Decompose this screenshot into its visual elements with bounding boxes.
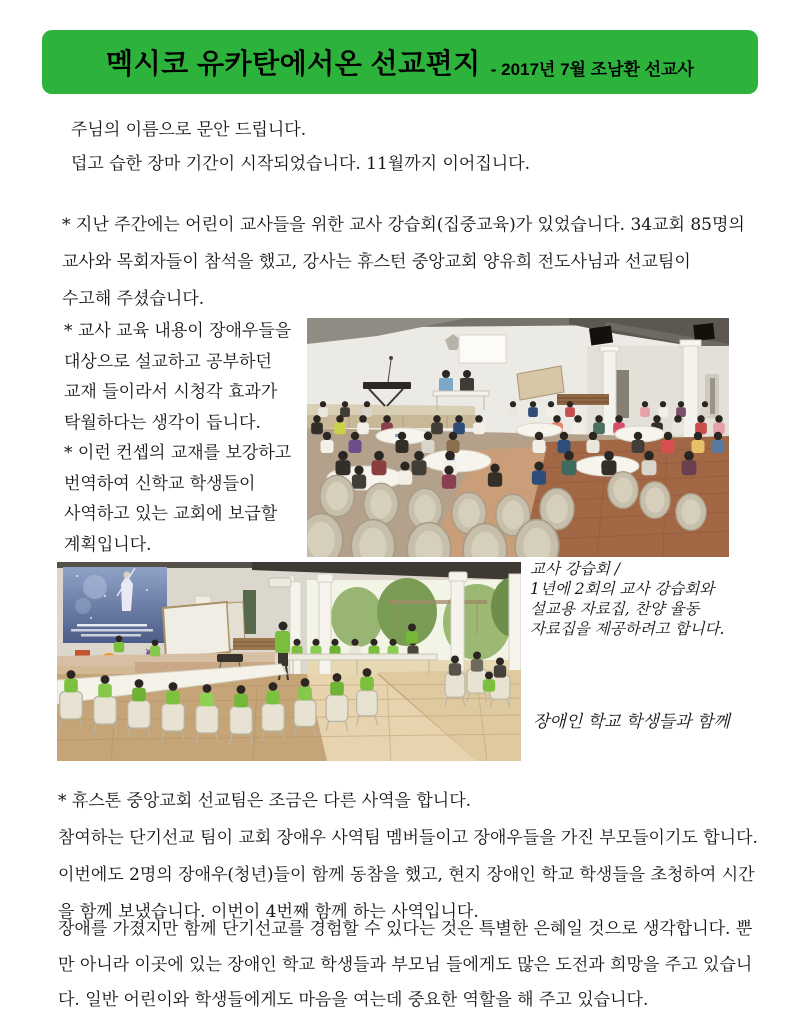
text-line: 이번에도 2명의 장애우(청년)들이 함께 동참을 했고, 현지 장애인 학교 학생들을 초청하여 시간: [58, 865, 755, 885]
photo-teacher-workshop: [307, 318, 729, 557]
text-line: 장애를 가졌지만 함께 단기선교를 경험할 수 있다는 것은 특별한 은혜일 것으로 생각합니다. 뿐: [58, 919, 753, 939]
text-line: 참여하는 단기선교 팀이 교회 장애우 사역팀 멤버들이고 장애우들을 가진 부모들이기도 합니다.: [58, 828, 758, 848]
photo1-caption: [530, 559, 724, 639]
grace-paragraph: [58, 912, 752, 1019]
left-column-paragraph: [64, 316, 306, 560]
mission-paragraph: [58, 783, 758, 931]
text-line: * 휴스톤 중앙교회 선교팀은 조금은 다른 사역을 합니다.: [58, 791, 472, 811]
workshop-paragraph: [62, 207, 745, 318]
caption-line: 설교용 자료집, 찬양 율동: [530, 600, 700, 618]
page-title: 멕시코 유카탄에서온 선교편지: [106, 48, 481, 79]
text-line: 탁월하다는 생각이 듭니다.: [64, 412, 261, 433]
photo-disabled-school: [57, 562, 521, 761]
title-banner: [42, 30, 758, 94]
text-line: * 이런 컨셉의 교재를 보강하고: [64, 443, 292, 463]
text-line: 사역하고 있는 교회에 보급할: [64, 504, 278, 524]
caption-line: 자료집을 제공하려고 합니다.: [530, 620, 725, 638]
text-line: 번역하여 신학교 학생들이: [64, 473, 256, 494]
text-line: 주님의 이름으로 문안 드립니다.: [71, 120, 307, 140]
text-line: 덥고 습한 장마 기간이 시작되었습니다. 11월까지 이어집니다.: [71, 154, 530, 174]
intro-paragraph: [71, 113, 530, 181]
text-line: 수고해 주셨습니다.: [62, 289, 205, 309]
caption-line: 1년에 2회의 교사 강습회와: [530, 580, 715, 598]
text-line: 교재 들이라서 시청각 효과가: [64, 382, 278, 402]
text-line: 을 함께 보냈습니다. 이번이 4번째 함께 하는 사역입니다.: [58, 902, 479, 922]
text-line: 대상으로 설교하고 공부하던: [64, 351, 272, 372]
text-line: * 지난 주간에는 어린이 교사들을 위한 교사 강습회(집중교육)가 있었습니다. 34교회 85명의: [62, 215, 745, 235]
text-line: 계획입니다.: [64, 534, 152, 555]
text-line: 다. 일반 어린이와 학생들에게도 마음을 여는데 중요한 역할을 해 주고 있습니다.: [58, 990, 649, 1011]
text-line: 만 아니라 이곳에 있는 장애인 학교 학생들과 부모님 들에게도 많은 도전과 희망을 주고 있습니: [58, 954, 753, 975]
caption-line: 교사 강습회 /: [530, 560, 620, 578]
photo2-caption: 장애인 학교 학생들과 함께: [533, 712, 730, 732]
text-line: * 교사 교육 내용이 장애우들을: [64, 321, 292, 341]
page-subtitle: - 2017년 7월 조남환 선교사: [490, 59, 694, 79]
text-line: 교사와 목회자들이 참석을 했고, 강사는 휴스턴 중앙교회 양유희 전도사님과 선교팀이: [62, 252, 691, 272]
